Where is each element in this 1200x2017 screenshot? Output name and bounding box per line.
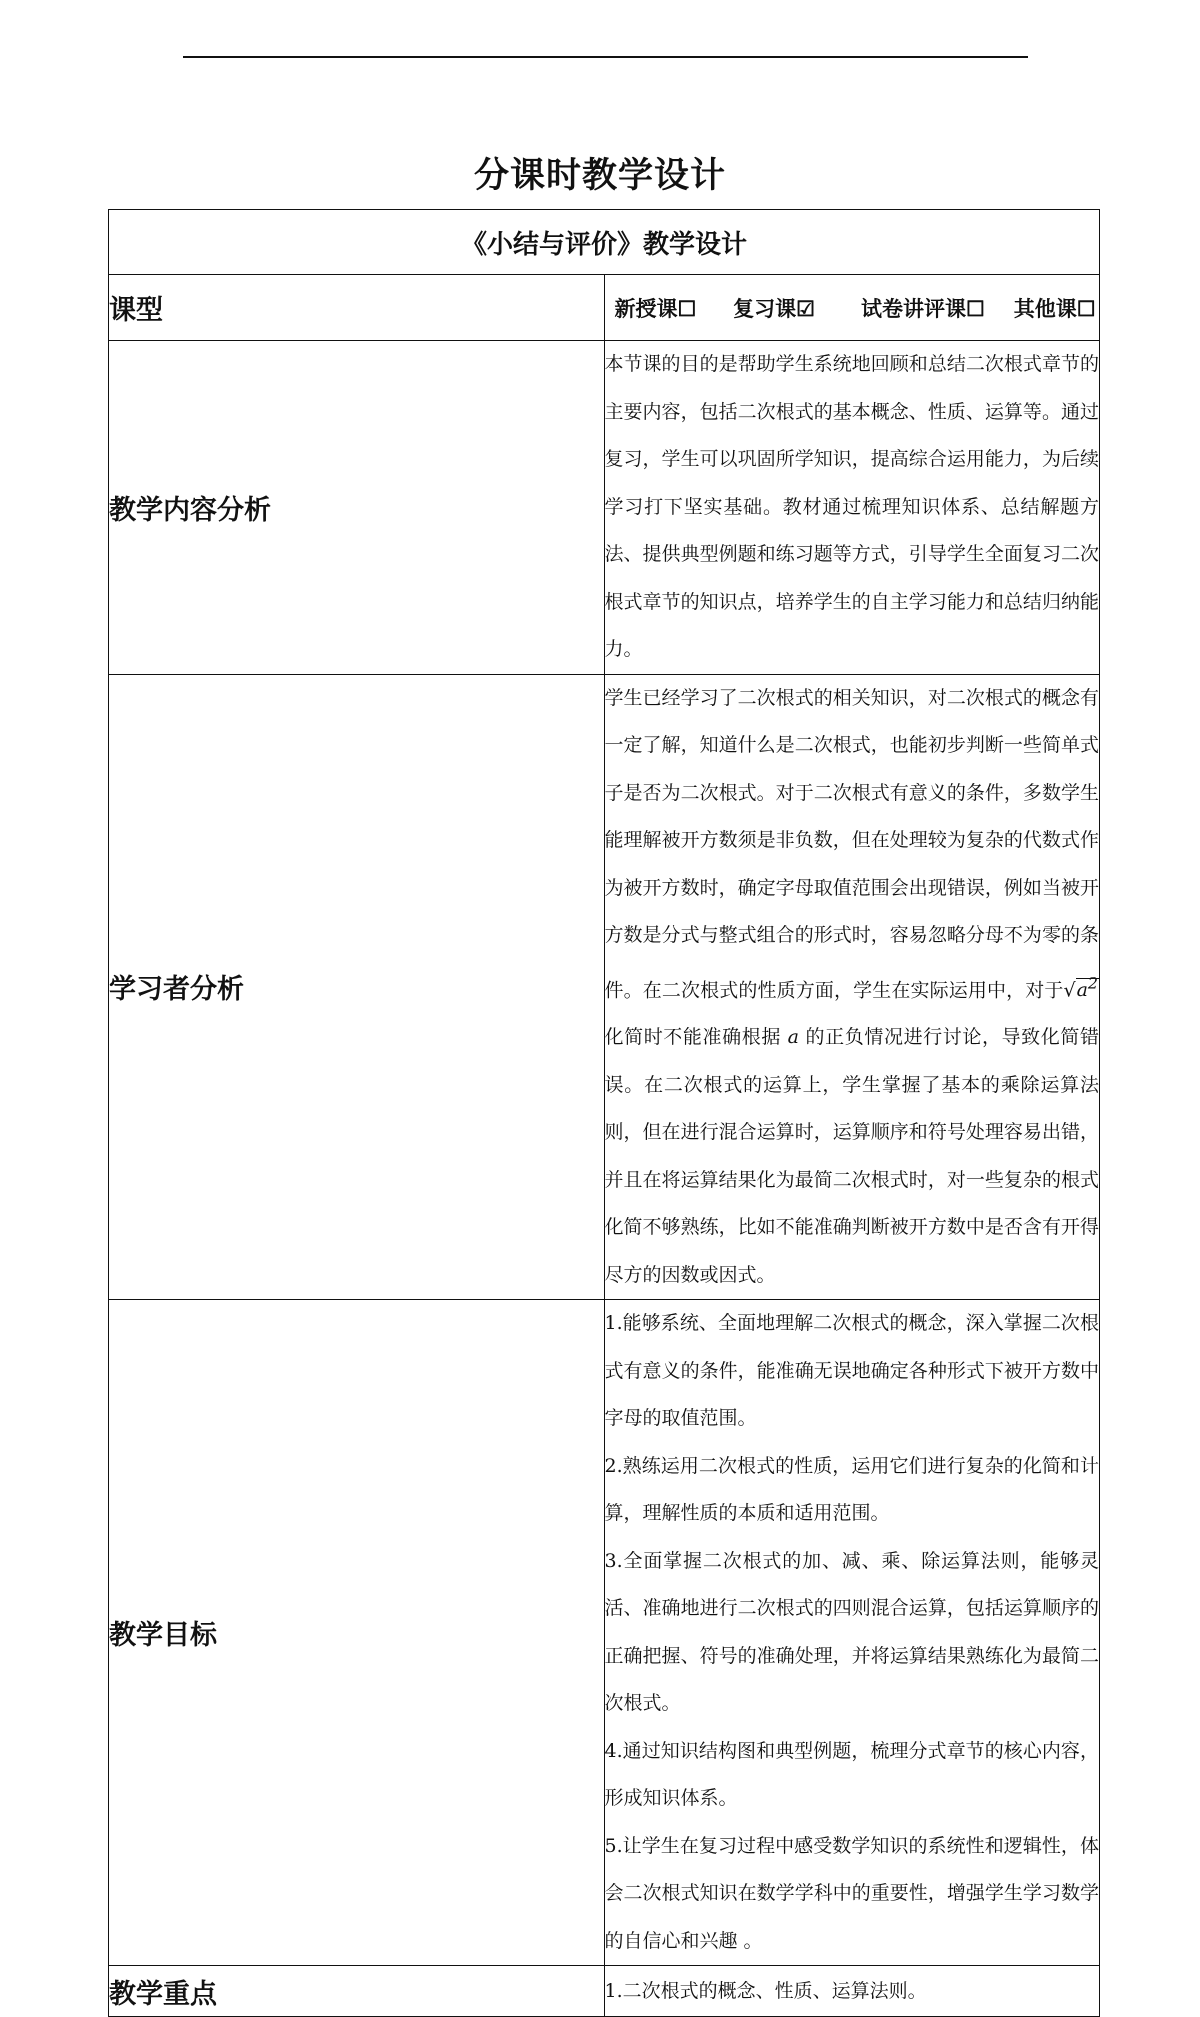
- objective-item-4: 4.通过知识结构图和典型例题，梳理分式章节的核心内容，形成知识体系。: [604, 1739, 1099, 1810]
- objectives-label: 教学目标: [109, 1300, 605, 1966]
- course-type-review[interactable]: 复习课☑: [733, 295, 815, 321]
- objective-item-5: 5.让学生在复习过程中感受数学知识的系统性和逻辑性，体会二次根式知识在数学学科中的重要性，增强学生学习数学的自信心和兴趣 。: [604, 1834, 1099, 1952]
- learner-analysis-row: [109, 674, 1100, 1300]
- course-type-new[interactable]: 新授课☐: [614, 295, 697, 321]
- key-points-label: 教学重点: [109, 1966, 605, 2017]
- course-type-exam-review[interactable]: 试卷讲评课☐: [861, 295, 985, 321]
- course-type-other[interactable]: 其他课☐: [1013, 295, 1096, 321]
- content-analysis-label: 教学内容分析: [109, 341, 605, 675]
- lesson-design-table: [108, 209, 1100, 2017]
- sqrt-radicand: [1076, 973, 1099, 1001]
- key-points-row: [109, 1966, 1100, 2017]
- table-subtitle: 《小结与评价》教学设计: [109, 210, 1100, 275]
- objectives-row: [109, 1300, 1100, 1966]
- header-rule: [183, 56, 1028, 58]
- objectives-content: [604, 1300, 1100, 1966]
- learner-text-part-3: 的正负情况进行讨论，导致化简错误。在二次根式的运算上，学生掌握了基本的乘除运算法则，但在进行混合运算时，运算顺序和符号处理容易出错，并且在将运算结果化为最简二次根式时，对一些复杂的根式化简不够熟练，比如不能准确判断被开方数中是否含有开得尽方的因数或因式。: [604, 1026, 1099, 1286]
- learner-text-part-2: 化简时不能准确根据: [604, 1026, 788, 1049]
- sqrt-formula: $√a^2$: [1063, 973, 1098, 1001]
- objective-item-1: 1.能够系统、全面地理解二次根式的概念，深入掌握二次根式有意义的条件，能准确无误地确定各种形式下被开方数中字母的取值范围。: [604, 1312, 1099, 1430]
- key-points-text: 1.二次根式的概念、性质、运算法则。: [604, 1966, 1100, 2017]
- content-analysis-row: [109, 341, 1100, 675]
- objective-item-3: 3.全面掌握二次根式的加、减、乘、除运算法则，能够灵活、准确地进行二次根式的四则混合运算，包括运算顺序的正确把握、符号的准确处理，并将运算结果熟练化为最简二次根式。: [604, 1549, 1099, 1715]
- learner-analysis-label: 学习者分析: [109, 674, 605, 1300]
- learner-analysis-text: [604, 674, 1100, 1300]
- variable-a: a: [787, 1026, 799, 1049]
- formula-base: a: [1076, 978, 1088, 1001]
- course-type-options: [604, 275, 1100, 341]
- formula-exponent: 2: [1087, 973, 1098, 993]
- objective-item-2: 2.熟练运用二次根式的性质，运用它们进行复杂的化简和计算，理解性质的本质和适用范围。: [604, 1454, 1099, 1525]
- course-type-label: 课型: [109, 275, 605, 341]
- course-type-row: [109, 275, 1100, 341]
- content-analysis-text: 本节课的目的是帮助学生系统地回顾和总结二次根式章节的主要内容，包括二次根式的基本概念、性质、运算等。通过复习，学生可以巩固所学知识，提高综合运用能力，为后续学习打下坚实基础。教材通过梳理知识体系、总结解题方法、提供典型例题和练习题等方式，引导学生全面复习二次根式章节的知识点，培养学生的自主学习能力和总结归纳能力。: [604, 341, 1100, 675]
- learner-text-part-1: 学生已经学习了二次根式的相关知识，对二次根式的概念有一定了解，知道什么是二次根式，也能初步判断一些简单式子是否为二次根式。对于二次根式有意义的条件，多数学生能理解被开方数须是非负数，但在处理较为复杂的代数式作为被开方数时，确定字母取值范围会出现错误，例如当被开方数是分式与整式组合的形式时，容易忽略分母不为零的条件。在二次根式的性质方面，学生在实际运用中，对于: [604, 686, 1099, 1001]
- page-title: 分课时教学设计: [473, 155, 726, 196]
